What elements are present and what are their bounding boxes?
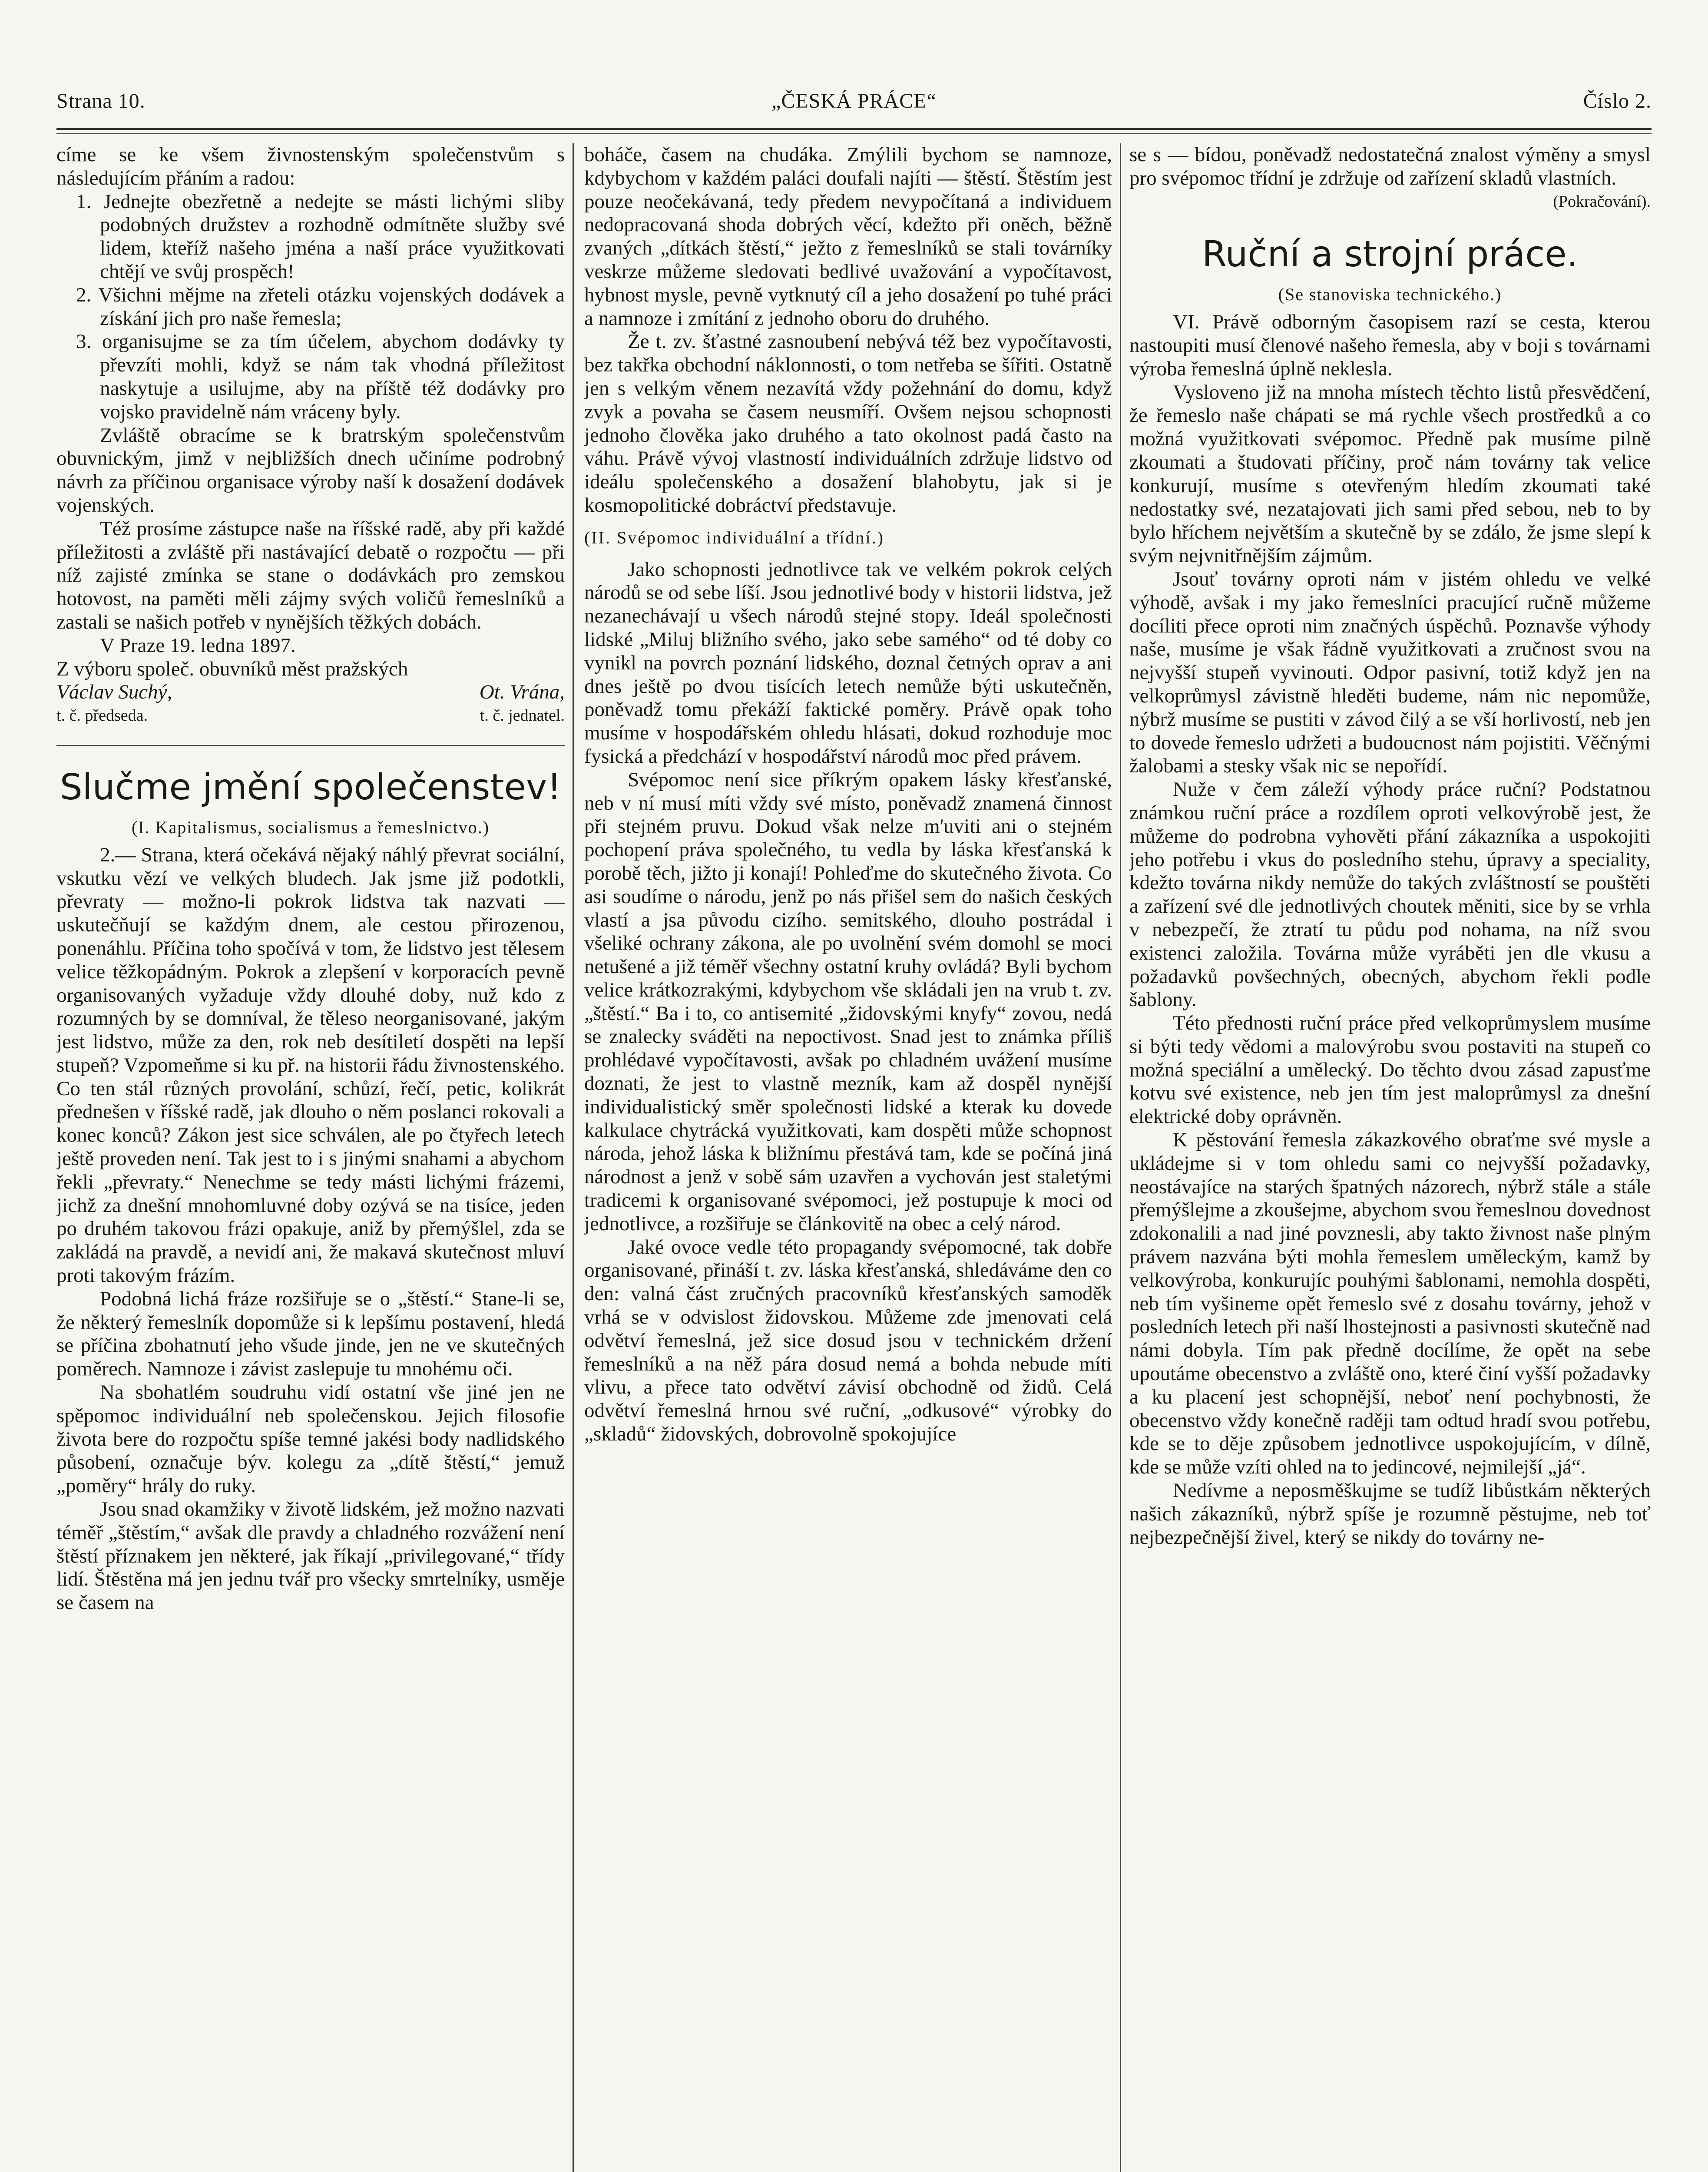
column-1 [56,143,565,2172]
signer-2-name: Ot. Vrána, [479,681,565,704]
paragraph: 2.— Strana, která očekává nějaký náhlý převrat sociální, vskutku vězí ve velkých bludech. Jak jsme již podotkli, převraty — možno-li pokrok lidstva tak nazvati — uskutečňují se každým dnem, ale cestou přirozenou, ponenáhlu. Příčina toho spočívá v tom, že lidstvo jest tělesem velice těžkopádným. Pokrok a zlepšení v korporacích pevně organisovaných vyžaduje vždy dlouhé doby, nuž kdo z rozumných by se domníval, že těleso neorganisované, jakým jest lidstvo, může za den, rok neb desítiletí dospěti na lepší stupeň? Vzpomeňme si ku př. na historii řádu živnostenského. Co ten stál různých provolání, schůzí, řečí, petic, kolikrát přednešen v říšské radě, jak dlouho o něm poslanci rokovali a konec konců? Zákon jest sice schválen, ale po čtyřech letech ještě proveden není. Tak jest to i s jinými snahami a abychom řekli „převraty.“ Nenechme se tedy másti lichými frázemi, jichž za dnešní mnohomluvné doby ozývá se na tisíce, jeden po druhém takovou frázi opakuje, aniž by přemýšlel, zda se zakládá na pravdě, a nevidí ani, že makavá skutečnost mluví proti takovým frázím. [56,843,565,1287]
paragraph: se s — bídou, poněvadž nedostatečná znalost výměny a smysl pro svépomoc třídní je zdržuje od zařízení skladů vlastních. [1129,143,1651,189]
list-item: 1. Jednejte obezřetně a nedejte se másti lichými sliby podobných družstev a rozhodně odmítněte služby své lidem, kteříž našeho jména a naší práce využitkovati chtějí ve svůj prospěch! [76,190,565,283]
signature-names [56,681,565,704]
header-rule-thin [56,133,1652,134]
paragraph: K pěstování řemesla zákazkového obraťme své mysle a ukládejme si v tom ohledu sami co nejvyšší požadavky, neostávajíce na starých špatných názorech, nýbrž stále a stále přemýšlejme a zkoušejme, abychom svou řemeslnou dovednost zdokonalili a nad jiné povznesli, aby takto živnost naše plným právem nazvána býti mohla řemeslem uměleckým, kamž by velkovýroba, konkurujíc pouhými šablonami, nemohla dospěti, neb tím vyšineme opět řemeslo své z dosahu továrny, jehož v posledních letech při naší lhostejnosti a pasivnosti skutečně nad námi dobyla. Tím pak předně docílíme, že opět na sebe upoutáme obecenstvo a zvláště ono, které činí vyšší požadavky a ku placení jest schopnější, neboť není pochybnosti, že obecenstvo vždy konečně raději tam odtud hradí svou potřebu, kde se to děje způsobem jednotlivce uspokojujícím, v dílně, kde se může vzíti ohled na to jedincové, nejmilejší „já“. [1129,1129,1651,1479]
header-rule-thick [56,128,1652,130]
issue-number: Číslo 2. [1583,89,1652,113]
paragraph: Nuže v čem záleží výhody práce ruční? Podstatnou známkou ruční práce a rozdílem oproti velkovýrobě jest, že můžeme do podrobna vyhověti přání zákazníka a uspokojiti jeho potřebu i vkus do posledního stehu, úpravy a speciality, kdežto továrna nikdy nemůže do takých zvláštností se pouštěti a zařízení své dle jednotlivých choutek měniti, sice by se vrhla v nebezpečí, že ztratí tu půdu pod nohama, na níž svou existenci založila. Továrna může vyráběti jen dle vkusu a požadavků povšechných, obecných, abychom řekli podle šablony. [1129,778,1651,1011]
paragraph: VI. Právě odborným časopisem razí se cesta, kterou nastoupiti musí členové našeho řemesla, aby v boji s továrnami výroba řemeslná úplně neklesla. [1129,311,1651,380]
paragraph: Podobná lichá fráze rozšiřuje se o „štěstí.“ Stane-li se, že některý řemeslník dopomůže si k lepšímu postavení, hledá se příčina zbohatnutí jeho všude jinde, jen ne ve skutečných poměrech. Namnoze i závist zaslepuje tu mnohému oči. [56,1287,565,1381]
section-divider [56,745,565,746]
paragraph: Jsouť továrny oproti nám v jistém ohledu ve velké výhodě, avšak i my jako řemeslníci pracující ručně můžeme docíliti přece oproti nim značných úspěchů. Poznavše výhody naše, musíme je však řádně využitkovati a zručnost svou na nejvyšší stupeň vyvinouti. Odpor pasivní, totiž když jen na velkoprůmysl závistně hleděti budeme, nám nic nepomůže, nýbrž musíme se pustiti v závod čilý a se vší horlivostí, neb jen to dovede řemeslo udržeti a budoucnost nám pojistiti. Věčnými žalobami a stesky však nic se nepořídí. [1129,567,1651,778]
masthead-title: „ČESKÁ PRÁCE“ [771,89,937,113]
column-3 [1129,143,1651,2172]
paragraph: Na sbohatlém soudruhu vidí ostatní vše jiné jen ne spěpomoc individuální neb společenskou. Jejich filosofie života bere do rozpočtu spíše temné jakési body nadlidského působení, označuje býv. kolegu za „dítě štěstí,“ jemuž „poměry“ hrály do ruky. [56,1381,565,1497]
paragraph: Svépomoc není sice příkrým opakem lásky křesťanské, neb v ní musí míti vždy své místo, poněvadž znamená činnost při stejném pruvu. Dokud však nelze m'uviti ani o stejném pochopení práva společného, tu vedla by láska křesťanská k porobě těch, jižto ji konají! Pohleďme do skutečného života. Co asi soudíme o národu, jenž po nás přišel sem do našich českých vlastí a jsa původu cizího. semitského, dlouho postrádal i všeliké ochrany zákona, ale po uvolnění svém domohl se moci netušené a již téměř všechny ostatní kruhy ovládá? Byli bychom velice krátkozrakými, kdybychom vše skládali jen na vrub t. zv. „štěstí.“ Ba i to, co antisemité „židovskými knyfy“ zovou, nedá se znalecky sváděti na nepoctivost. Snad jest to známka příliš prohlédavé vypočítavosti, avšak po chladném uvážení musíme doznati, že jest to vlastně mezník, kam až dospěl nynější individualistický směr společnosti lidské a kterak ku dovede kalkulace chytrácká využitkovati, kam dospěti může schopnost národa, jehož láska k bližnímu přestává tam, kde se počíná jiná národnost a jenž v sobě sám uzavřen a vychován jest staletými tradicemi k organisované svépomoci, jež postupuje k moci od jednotlivce, a rozšiřuje se článkovitě na obec a celý národ. [584,768,1112,1235]
article-title: Ruční a strojní práce. [1202,234,1578,275]
signer-1-name: Václav Suchý, [56,681,172,704]
committee-line: Z výboru společ. obuvníků měst pražských [56,657,408,680]
paragraph: Jaké ovoce vedle této propagandy svépomocné, tak dobře organisované, přináší t. zv. láska křesťanská, shledáváme den co den: valná část zručných pracovníků křesťanských samoděk vrhá se v odvislost židovskou. Můžeme zde jmenovati celá odvětví řemeslná, jež sice dosud jsou v technickém držení řemeslníků a na něž pára dosud nemá a bohda nebude míti vlivu, a přece tato odvětví závisí obchodně od židů. Celá odvětví řemeslná hrnou své ruční, „odkusové“ výrobky do „skladů“ židovských, dobrovolně spokojujíce [584,1235,1112,1446]
article-title: Slučme jmění společenstev! [60,766,562,808]
date-line: V Praze 19. ledna 1897. [100,634,296,657]
signature-roles [56,704,565,728]
paragraph: Jsou snad okamžiky v životě lidském, jež možno nazvati téměř „štěstím,“ avšak dle pravdy a chladného rozvážení není štěstí příznakem jen některé, jak říkají „privilegované,“ třídy lidí. Štěstěna má jen jednu tvář pro všecky smrtelníky, usměje se časem na [56,1498,565,1614]
page-header [56,89,1652,119]
paragraph: Též prosíme zástupce naše na říšské radě, aby při každé příležitosti a zvláště při nastávající debatě o rozpočtu — při níž zajisté zmínka se stane o dodávkách pro zemskou hotovost, na paměti měli zájmy svých voličů řemeslníků a zastali se našich potřeb v nynějších těžkých dobách. [56,517,565,633]
paragraph: Jako schopnosti jednotlivce tak ve velkém pokrok celých národů se od sebe líší. Jsou jednotlivé body v historii lidstva, jež nezanechávají u všech národů stejné stopy. Ideál společnosti lidské „Miluj bližního svého, jako sebe samého“ od té doby co vynikl na povrch poznání lidského, doznal četných oprav a ani dnes ještě po dvou tisících letech nemůže býti uskutečněn, poněvadž tomu překáží faktické poměry. Právě opak toho musíme v hospodářském ohledu hlásati, dokud rozhoduje moc fysická a předchází v hospodářství národů moc před právem. [584,558,1112,768]
column-2 [584,143,1112,2172]
paragraph: Nedívme a neposměškujme se tudíž libůstkám některých našich zákazníků, nýbrž spíše je rozumně pěstujme, neb toť nejbezpečnější živel, který se nikdy do továrny ne- [1129,1479,1651,1549]
paragraph: Této přednosti ruční práce před velkoprůmyslem musíme si býti tedy vědomi a malovýrobu svou postaviti na stupeň co možná speciální a umělecký. Do těchto dvou zásad zapusťme kotvu své existence, neb jen tím jest maloprůmysl za dnešní elektrické doby oprávněn. [1129,1012,1651,1128]
article-subtitle: (I. Kapitalismus, socialismus a řemeslnictvo.) [131,817,490,837]
article-subtitle: (Se stanoviska technického.) [1278,285,1502,305]
column-divider-1 [573,143,574,2172]
signer-1-role: t. č. předseda. [56,706,148,725]
page-number: Strana 10. [56,89,146,113]
intro-paragraph: címe se ke všem živnostenským společenstvům s následujícím přáním a radou: [56,143,565,189]
paragraph: boháče, časem na chudáka. Zmýlili bychom se namnoze, kdybychom v každém paláci doufali najíti — štěstí. Štěstím jest pouze neočekávaná, tedy předem nevypočítaná a individuem nedopracovaná shoda dobrých věcí, kdežto při oněch, běžně zvaných „dítkách štěstí,“ ježto z řemeslníků se stali továrníky veskrze můžeme sledovati bedlivé uvažování a vypočítavost, hybnost mysle, pevně vytknutý cíl a jeho dosažení po tuhé práci a namnoze i zmítání z jednoho oboru do druhého. [584,143,1112,330]
list-item: 3. organisujme se za tím účelem, abychom dodávky ty převzíti mohli, když se nám tak vhodná příležitost naskytuje a usilujme, aby na příště též dodávky pro vojsko pravidelně nám vráceny byly. [76,330,565,423]
continued-note: (Pokračování). [1553,192,1651,211]
paragraph: Vysloveno již na mnoha místech těchto listů přesvědčení, že řemeslo naše chápati se má rychle všech prostředků a co možná využitkovati svépomoc. Předně pak musíme pilně zkoumati a študovati příčiny, proč nám továrny tak velice konkurují, musíme s otevřeným hledím zkoumati také nedostatky své, nezatajovati jich sami před sebou, neb to by bylo hříchem největším a skutečně by se zdálo, že jsme slepí k svým nejvnitřnějším zájmům. [1129,381,1651,567]
column-divider-2 [1120,143,1121,2172]
paragraph: Zvláště obracíme se k bratrským společenstvům obuvnickým, jimž v nejbližších dnech učiníme podrobný návrh za příčinou organisace výroby naší k dosažení dodávek vojenských. [56,424,565,517]
list-item: 2. Všichni mějme na zřeteli otázku vojenských dodávek a získání jich pro naše řemesla; [76,283,565,330]
section-heading: (II. Svépomoc individuální a třídní.) [584,527,884,547]
paragraph: Že t. zv. šťastné zasnoubení nebývá též bez vypočítavosti, bez takřka obchodní náklonnosti, o tom netřeba se šířiti. Ostatně jen s velkým věnem nezavítá vždy požehnání do domu, když zvyk a povaha se časem neusmíří. Ovšem nejsou schopnosti jednoho člověka jako druhého a tato okolnost padá často na váhu. Právě vývoj vlastností individuálních zdržuje lidstvo od ideálu společenského a dosažení blahobytu, jak si je kosmopolitické dobráctví představuje. [584,330,1112,517]
signer-2-role: t. č. jednatel. [480,706,565,725]
